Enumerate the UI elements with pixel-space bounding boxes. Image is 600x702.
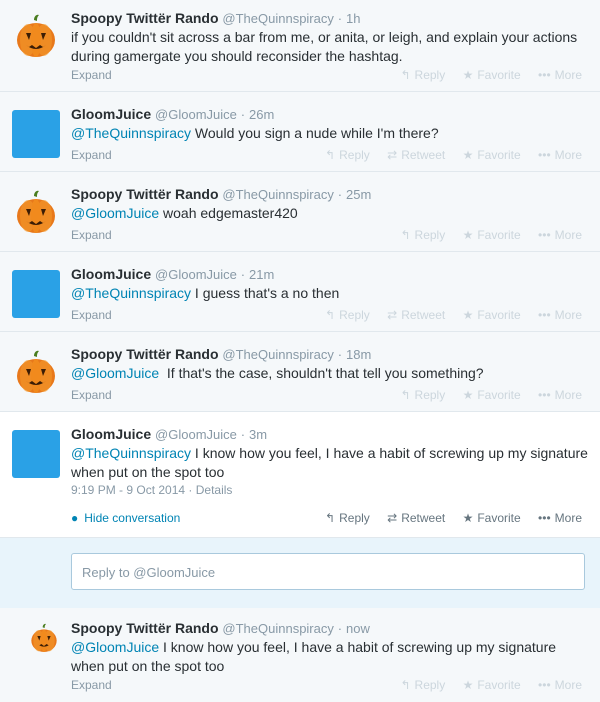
tweet-time[interactable]: 25m (346, 187, 372, 202)
favorite-button[interactable]: ★ Favorite (462, 228, 521, 242)
tweet-actions (386, 678, 582, 692)
reply-icon: ↰ (325, 511, 336, 525)
more-button[interactable]: ••• More (538, 678, 582, 692)
tweet[interactable] (0, 172, 600, 252)
tweet-author-handle[interactable]: @TheQuinnspiracy (222, 621, 334, 636)
reply-icon: ↰ (325, 148, 336, 162)
tweet-actions (311, 148, 582, 162)
expand-link[interactable]: Expand (71, 388, 112, 402)
more-button[interactable]: ••• More (538, 68, 582, 82)
separator-dot: · (240, 107, 246, 122)
tweet[interactable] (0, 332, 600, 412)
tweet-text: I know how you feel, I have a habit of screwing up my signature when put on the spot too (71, 445, 588, 480)
expand-link[interactable]: Expand (71, 308, 112, 322)
tweet[interactable] (0, 0, 600, 92)
more-icon: ••• (538, 511, 551, 525)
tweet-author-name[interactable]: Spoopy Twittër Rando (71, 620, 219, 636)
tweet-time[interactable]: 3m (249, 427, 268, 442)
avatar-pumpkin-icon[interactable] (12, 348, 60, 396)
reply-button[interactable]: ↰ Reply (400, 68, 446, 82)
tweet-actions (386, 388, 582, 402)
avatar-pumpkin-icon[interactable] (12, 12, 60, 60)
favorite-icon: ★ (462, 388, 474, 402)
tweet-text: If that's the case, shouldn't that tell you something? (159, 365, 484, 381)
tweet-timestamp[interactable]: 9:19 PM - 9 Oct 2014 (71, 483, 186, 497)
reply-button[interactable]: ↰ Reply (325, 308, 370, 322)
tweet-time[interactable]: 1h (346, 11, 361, 26)
reply-icon: ↰ (400, 678, 411, 692)
favorite-icon: ★ (462, 228, 474, 242)
tweet-actions (311, 308, 582, 322)
reply-button[interactable]: ↰ Reply (400, 678, 446, 692)
retweet-icon: ⇄ (387, 308, 398, 322)
tweet-author-handle[interactable]: @TheQuinnspiracy (222, 187, 334, 202)
tweet-author-handle[interactable]: @GloomJuice (155, 427, 237, 442)
more-icon: ••• (538, 148, 551, 162)
reply-icon: ↰ (325, 308, 336, 322)
more-button[interactable]: ••• More (538, 511, 582, 525)
favorite-button[interactable]: ★ Favorite (462, 148, 521, 162)
favorite-icon: ★ (462, 68, 474, 82)
separator-dot: · (337, 347, 343, 362)
favorite-icon: ★ (462, 678, 474, 692)
more-icon: ••• (538, 308, 551, 322)
more-button[interactable]: ••• More (538, 308, 582, 322)
more-button[interactable]: ••• More (538, 148, 582, 162)
tweet[interactable] (0, 92, 600, 172)
more-button[interactable]: ••• More (538, 228, 582, 242)
reply-input[interactable]: Reply to @GloomJuice (71, 553, 585, 590)
favorite-button[interactable]: ★ Favorite (462, 388, 521, 402)
separator-dot: · (337, 621, 343, 636)
expand-link[interactable]: Expand (71, 228, 112, 242)
mention-link[interactable]: @GloomJuice (71, 365, 160, 381)
more-icon: ••• (538, 388, 551, 402)
separator-dot: · (240, 267, 246, 282)
favorite-icon: ★ (462, 148, 474, 162)
retweet-icon: ⇄ (387, 148, 398, 162)
favorite-icon: ★ (462, 308, 474, 322)
tweet-text: woah edgemaster420 (159, 205, 298, 221)
tweet-author-name[interactable]: GloomJuice (71, 426, 152, 442)
tweet-time[interactable]: 26m (249, 107, 275, 122)
tweet-author-handle[interactable]: @TheQuinnspiracy (222, 11, 334, 26)
tweet-text: I guess that's a no then (191, 285, 340, 301)
conversation-icon: ● (71, 511, 79, 525)
tweet-author-name[interactable]: Spoopy Twittër Rando (71, 10, 219, 26)
reply-icon: ↰ (400, 228, 411, 242)
mention-link[interactable]: @GloomJuice (71, 205, 160, 221)
avatar[interactable] (12, 110, 60, 158)
tweet-focused[interactable] (0, 412, 600, 538)
tweet-actions (386, 228, 582, 242)
avatar[interactable] (12, 430, 60, 478)
hide-conversation-link[interactable]: ● Hide conversation (71, 511, 181, 525)
mention-link[interactable]: @GloomJuice (71, 639, 160, 655)
tweet-time[interactable]: 18m (346, 347, 372, 362)
expand-link[interactable]: Expand (71, 678, 112, 692)
more-icon: ••• (538, 68, 551, 82)
tweet-text: if you couldn't sit across a bar from me, or anita, or leigh, and explain your actions during gamergate you should reconsider the hashtag. (71, 29, 578, 64)
separator-dot: · (337, 11, 343, 26)
mention-link[interactable]: @TheQuinnspiracy (71, 285, 192, 301)
reply-button[interactable]: ↰ Reply (400, 228, 446, 242)
favorite-button[interactable]: ★ Favorite (462, 678, 521, 692)
favorite-button[interactable]: ★ Favorite (462, 511, 521, 525)
tweet-author-handle[interactable]: @GloomJuice (155, 107, 237, 122)
retweet-button[interactable]: ⇄ Retweet (387, 308, 446, 322)
tweet-text: I know how you feel, I have a habit of screwing up my signature when put on the spot too (71, 639, 557, 674)
tweet-time[interactable]: now (346, 621, 370, 636)
reply-button[interactable]: ↰ Reply (325, 148, 370, 162)
more-icon: ••• (538, 228, 551, 242)
expand-link[interactable]: Expand (71, 148, 112, 162)
tweet-time[interactable]: 21m (249, 267, 275, 282)
tweet-text: Would you sign a nude while I'm there? (191, 125, 439, 141)
more-button[interactable]: ••• More (538, 388, 582, 402)
tweet-author-name[interactable]: Spoopy Twittër Rando (71, 346, 219, 362)
tweet[interactable] (0, 608, 600, 702)
tweet-meta: 9:19 PM - 9 Oct 2014 · Details (71, 483, 233, 497)
retweet-icon: ⇄ (387, 511, 398, 525)
more-icon: ••• (538, 678, 551, 692)
reply-button[interactable]: ↰ Reply (325, 511, 370, 525)
mention-link[interactable]: @TheQuinnspiracy (71, 125, 192, 141)
mention-link[interactable]: @TheQuinnspiracy (71, 445, 192, 461)
tweet-author-handle[interactable]: @TheQuinnspiracy (222, 347, 334, 362)
avatar[interactable] (12, 270, 60, 318)
tweet-author-name[interactable]: GloomJuice (71, 106, 152, 122)
reply-button[interactable]: ↰ Reply (400, 388, 446, 402)
tweet-author-handle[interactable]: @GloomJuice (155, 267, 237, 282)
details-link[interactable]: Details (195, 483, 233, 497)
tweet-author-name[interactable]: Spoopy Twittër Rando (71, 186, 219, 202)
favorite-button[interactable]: ★ Favorite (462, 308, 521, 322)
tweet-author-name[interactable]: GloomJuice (71, 266, 152, 282)
favorite-icon: ★ (462, 511, 474, 525)
separator-dot: · (337, 187, 343, 202)
tweet[interactable] (0, 252, 600, 332)
avatar-pumpkin-icon[interactable] (12, 188, 60, 236)
retweet-button[interactable]: ⇄ Retweet (387, 511, 446, 525)
reply-icon: ↰ (400, 68, 411, 82)
separator-dot: · (240, 427, 246, 442)
expand-link[interactable]: Expand (71, 68, 112, 82)
tweet-actions (386, 68, 582, 82)
favorite-button[interactable]: ★ Favorite (462, 68, 521, 82)
avatar-pumpkin-icon[interactable] (28, 622, 60, 654)
reply-icon: ↰ (400, 388, 411, 402)
retweet-button[interactable]: ⇄ Retweet (387, 148, 446, 162)
tweet-actions (311, 511, 582, 525)
